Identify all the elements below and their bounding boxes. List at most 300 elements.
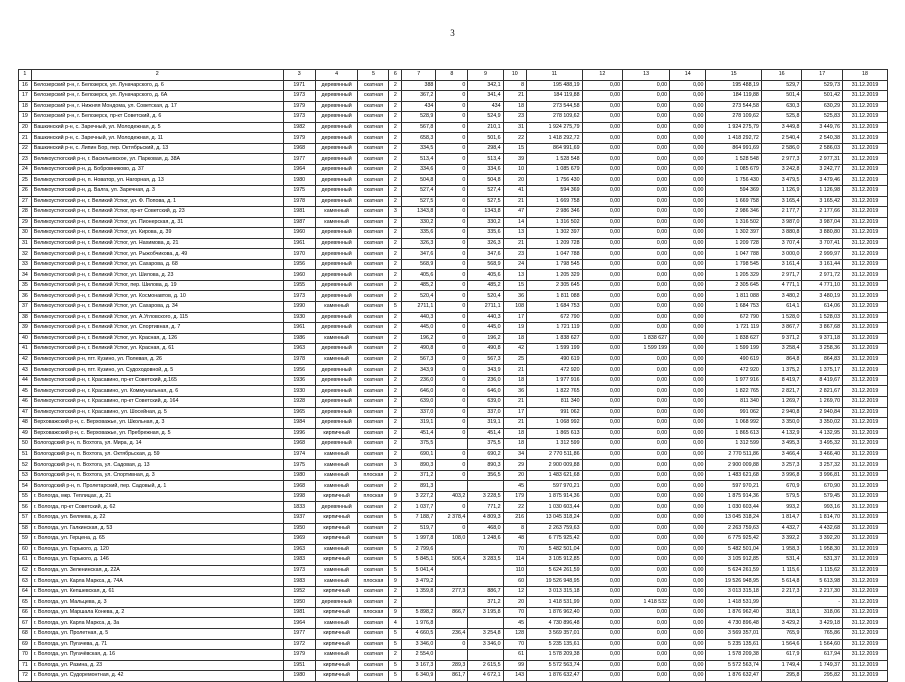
roof-type-cell: скатная xyxy=(358,418,389,429)
cost-fund-cell: 0,00 xyxy=(582,91,623,102)
max-unit-cost-cell: 3 161,44 xyxy=(802,259,843,270)
unit-cost-cell: 3 449,8 xyxy=(761,122,802,133)
column-number: 5 xyxy=(358,70,389,81)
roof-type-cell: скатная xyxy=(358,143,389,154)
residents-cell: 14 xyxy=(503,217,526,228)
max-unit-cost-cell: 525,83 xyxy=(802,112,843,123)
roof-type-cell: скатная xyxy=(358,228,389,239)
unit-cost-cell: 3 257,3 xyxy=(761,460,802,471)
max-unit-cost-cell: 1 269,70 xyxy=(802,396,843,407)
unit-cost-cell: 3 161,4 xyxy=(761,259,802,270)
nonresidential-area-cell xyxy=(436,565,468,576)
completion-date-cell: 31.12.2019 xyxy=(843,228,888,239)
residential-area-cell: 3 228,5 xyxy=(468,491,503,502)
cost-fund-cell: 0,00 xyxy=(582,386,623,397)
table-row xyxy=(19,396,888,407)
total-cost-cell: 195 488,19 xyxy=(527,80,583,91)
unit-cost-cell: 1 375,2 xyxy=(761,365,802,376)
completion-date-cell: 31.12.2019 xyxy=(843,249,888,260)
cost-total-cell: 5 624 261,59 xyxy=(706,565,762,576)
address-cell: Вашкинский р-н, с. Заречный, ул. Молодежная, д. 11 xyxy=(31,133,283,144)
table-row xyxy=(19,143,888,154)
cost-fund-cell: 0,00 xyxy=(582,439,623,450)
total-area-cell: 3 346,0 xyxy=(402,639,436,650)
year-built-cell: 1979 xyxy=(283,650,315,661)
max-unit-cost-cell: 8 419,67 xyxy=(802,375,843,386)
unit-cost-cell: 318,1 xyxy=(761,607,802,618)
roof-type-cell: скатная xyxy=(358,207,389,218)
residents-cell: 45 xyxy=(503,618,526,629)
completion-date-cell: 31.12.2019 xyxy=(843,660,888,671)
address-cell: Белозерский р-н, г. Нижняя Мондома, ул. Советская, д. 17 xyxy=(31,101,283,112)
row-number-cell: 35 xyxy=(19,280,32,291)
floors-cell: 2 xyxy=(389,375,402,386)
roof-type-cell: скатная xyxy=(358,512,389,523)
total-cost-cell: 1 312 599 xyxy=(527,439,583,450)
unit-cost-cell: 1 126,9 xyxy=(761,186,802,197)
max-unit-cost-cell: 3 449,76 xyxy=(802,122,843,133)
unit-cost-cell: 2 940,8 xyxy=(761,407,802,418)
wall-material-cell: каменный xyxy=(315,333,358,344)
roof-type-cell: скатная xyxy=(358,375,389,386)
floors-cell: 2 xyxy=(389,418,402,429)
floors-cell: 2 xyxy=(389,470,402,481)
cost-owners-cell: 0,00 xyxy=(670,249,706,260)
unit-cost-cell: 1 958,3 xyxy=(761,544,802,555)
floors-cell: 2 xyxy=(389,80,402,91)
max-unit-cost-cell: 1 115,62 xyxy=(802,565,843,576)
roof-type-cell: скатная xyxy=(358,481,389,492)
total-cost-cell: 991 062 xyxy=(527,407,583,418)
residential-area-cell: 3 254,8 xyxy=(468,628,503,639)
cost-budget-cell: 0,00 xyxy=(623,249,670,260)
address-cell: Вологодский р-н, п. Вохтога, ул. Мира, д. 14 xyxy=(31,439,283,450)
total-area-cell: 367,2 xyxy=(402,91,436,102)
unit-cost-cell: 531,4 xyxy=(761,555,802,566)
wall-material-cell: кирпичный xyxy=(315,523,358,534)
roof-type-cell: скатная xyxy=(358,333,389,344)
year-built-cell: 1963 xyxy=(283,544,315,555)
cost-fund-cell: 0,00 xyxy=(582,618,623,629)
cost-budget-cell: 0,00 xyxy=(623,312,670,323)
max-unit-cost-cell: 3 480,19 xyxy=(802,291,843,302)
residents-cell: 60 xyxy=(503,576,526,587)
roof-type-cell: скатная xyxy=(358,460,389,471)
cost-budget-cell: 0,00 xyxy=(623,407,670,418)
row-number-cell: 48 xyxy=(19,418,32,429)
cost-budget-cell: 0,00 xyxy=(623,460,670,471)
unit-cost-cell: 3 000,0 xyxy=(761,249,802,260)
cost-total-cell: 1 838 627 xyxy=(706,333,762,344)
cost-total-cell: 2 263 759,63 xyxy=(706,523,762,534)
table-row xyxy=(19,576,888,587)
max-unit-cost-cell: 864,83 xyxy=(802,354,843,365)
residents-cell: 29 xyxy=(503,460,526,471)
column-number: 10 xyxy=(503,70,526,81)
floors-cell: 2 xyxy=(389,196,402,207)
roof-type-cell: скатная xyxy=(358,154,389,165)
roof-type-cell: скатная xyxy=(358,449,389,460)
wall-material-cell: деревянный xyxy=(315,249,358,260)
residents-cell: 216 xyxy=(503,512,526,523)
cost-fund-cell: 0,00 xyxy=(582,238,623,249)
total-cost-cell: 3 013 315,18 xyxy=(527,586,583,597)
cost-total-cell: 1 312 599 xyxy=(706,439,762,450)
table-row xyxy=(19,344,888,355)
address-cell: Верховажский р-н, с. Верховажье, ул. Школьная, д. 3 xyxy=(31,418,283,429)
total-area-cell: 236,0 xyxy=(402,375,436,386)
completion-date-cell: 31.12.2019 xyxy=(843,101,888,112)
nonresidential-area-cell: 0 xyxy=(436,354,468,365)
residential-area-cell: 527,4 xyxy=(468,186,503,197)
total-area-cell: 567,8 xyxy=(402,122,436,133)
year-built-cell: 1981 xyxy=(283,607,315,618)
cost-fund-cell: 0,00 xyxy=(582,228,623,239)
row-number-cell: 19 xyxy=(19,112,32,123)
cost-fund-cell: 0,00 xyxy=(582,491,623,502)
completion-date-cell: 31.12.2019 xyxy=(843,175,888,186)
cost-owners-cell: 0,00 xyxy=(670,291,706,302)
unit-cost-cell: 993,2 xyxy=(761,502,802,513)
year-built-cell: 1978 xyxy=(283,354,315,365)
column-number: 7 xyxy=(402,70,436,81)
cost-budget-cell: 0,00 xyxy=(623,217,670,228)
wall-material-cell: каменный xyxy=(315,576,358,587)
table-row xyxy=(19,523,888,534)
nonresidential-area-cell: 0 xyxy=(436,154,468,165)
completion-date-cell: 31.12.2019 xyxy=(843,639,888,650)
floors-cell: 4 xyxy=(389,618,402,629)
table-row xyxy=(19,418,888,429)
address-cell: Великоустюгский р-н, г. Великий Устюг, ул. Красная, д. 126 xyxy=(31,333,283,344)
nonresidential-area-cell: 0 xyxy=(436,91,468,102)
roof-type-cell: скатная xyxy=(358,270,389,281)
floors-cell: 2 xyxy=(389,396,402,407)
row-number-cell: 43 xyxy=(19,365,32,376)
cost-owners-cell: 0,00 xyxy=(670,491,706,502)
total-area-cell: 343,9 xyxy=(402,365,436,376)
completion-date-cell: 31.12.2019 xyxy=(843,365,888,376)
completion-date-cell: 31.12.2019 xyxy=(843,375,888,386)
address-cell: Великоустюгский р-н, г. Великий Устюг, ул. Сахарова, д. 34 xyxy=(31,302,283,313)
nonresidential-area-cell: 0 xyxy=(436,344,468,355)
total-cost-cell: 5 572 563,74 xyxy=(527,660,583,671)
residents-cell: 20 xyxy=(503,597,526,608)
table-row xyxy=(19,607,888,618)
total-area-cell: 405,6 xyxy=(402,270,436,281)
row-number-cell: 31 xyxy=(19,238,32,249)
cost-total-cell: 19 526 948,95 xyxy=(706,576,762,587)
max-unit-cost-cell: 3 242,77 xyxy=(802,164,843,175)
residential-area-cell: 4 672,1 xyxy=(468,671,503,682)
residents-cell: 34 xyxy=(503,449,526,460)
cost-budget-cell: 1 838 627 xyxy=(623,333,670,344)
cost-fund-cell: 0,00 xyxy=(582,544,623,555)
cost-budget-cell: 0,00 xyxy=(623,607,670,618)
total-area-cell: 1 359,8 xyxy=(402,586,436,597)
year-built-cell: 1963 xyxy=(283,344,315,355)
cost-total-cell: 594 369 xyxy=(706,186,762,197)
cost-budget-cell: 0,00 xyxy=(623,323,670,334)
cost-budget-cell: 0,00 xyxy=(623,280,670,291)
year-built-cell: 1980 xyxy=(283,671,315,682)
floors-cell: 2 xyxy=(389,650,402,661)
roof-type-cell: скатная xyxy=(358,386,389,397)
row-number-cell: 18 xyxy=(19,101,32,112)
nonresidential-area-cell: 0 xyxy=(436,122,468,133)
wall-material-cell: каменный xyxy=(315,449,358,460)
wall-material-cell: деревянный xyxy=(315,91,358,102)
roof-type-cell: плоская xyxy=(358,470,389,481)
cost-total-cell: 1 876 632,47 xyxy=(706,671,762,682)
row-number-cell: 56 xyxy=(19,502,32,513)
residents-cell: 8 xyxy=(503,523,526,534)
row-number-cell: 20 xyxy=(19,122,32,133)
cost-total-cell: 1 205 329 xyxy=(706,270,762,281)
cost-fund-cell: 0,00 xyxy=(582,639,623,650)
floors-cell: 2 xyxy=(389,428,402,439)
cost-owners-cell: 0,00 xyxy=(670,449,706,460)
cost-owners-cell: 0,00 xyxy=(670,175,706,186)
residential-area-cell: 330,2 xyxy=(468,217,503,228)
completion-date-cell: 31.12.2019 xyxy=(843,186,888,197)
address-cell: г. Вологда, ул. Маршала Конева, д. 2 xyxy=(31,607,283,618)
address-cell: Вологодский р-н, п. Вохтога, ул. Спортивная, д. 3 xyxy=(31,470,283,481)
row-number-cell: 69 xyxy=(19,639,32,650)
year-built-cell: 1987 xyxy=(283,217,315,228)
floors-cell: 2 xyxy=(389,586,402,597)
residents-cell: 48 xyxy=(503,534,526,545)
completion-date-cell: 31.12.2019 xyxy=(843,396,888,407)
year-built-cell: 1964 xyxy=(283,164,315,175)
cost-total-cell: 472 920 xyxy=(706,365,762,376)
residents-cell: 22 xyxy=(503,502,526,513)
nonresidential-area-cell: 2 378,4 xyxy=(436,512,468,523)
roof-type-cell: скатная xyxy=(358,586,389,597)
table-row xyxy=(19,249,888,260)
total-cost-cell: 1 684 753 xyxy=(527,302,583,313)
cost-owners-cell: 0,00 xyxy=(670,375,706,386)
cost-fund-cell: 0,00 xyxy=(582,628,623,639)
cost-total-cell: 1 047 788 xyxy=(706,249,762,260)
total-area-cell: 334,6 xyxy=(402,164,436,175)
roof-type-cell: скатная xyxy=(358,175,389,186)
completion-date-cell: 31.12.2019 xyxy=(843,418,888,429)
total-area-cell: 5 041,4 xyxy=(402,565,436,576)
cost-fund-cell: 0,00 xyxy=(582,312,623,323)
nonresidential-area-cell: 0 xyxy=(436,365,468,376)
cost-fund-cell: 0,00 xyxy=(582,607,623,618)
address-cell: г. Вологда, ул. Пугачева, д. 71 xyxy=(31,639,283,650)
table-row xyxy=(19,586,888,597)
cost-owners-cell: 0,00 xyxy=(670,323,706,334)
completion-date-cell: 31.12.2019 xyxy=(843,607,888,618)
total-area-cell: 527,4 xyxy=(402,186,436,197)
cost-fund-cell: 0,00 xyxy=(582,449,623,460)
cost-budget-cell: 0,00 xyxy=(623,481,670,492)
floors-cell: 2 xyxy=(389,312,402,323)
floors-cell: 2 xyxy=(389,439,402,450)
year-built-cell: 1980 xyxy=(283,175,315,186)
floors-cell: 2 xyxy=(389,597,402,608)
column-number: 13 xyxy=(623,70,670,81)
row-number-cell: 29 xyxy=(19,217,32,228)
wall-material-cell: кирпичный xyxy=(315,607,358,618)
total-area-cell: 519,7 xyxy=(402,523,436,534)
residential-area-cell: 513,4 xyxy=(468,154,503,165)
row-number-cell: 33 xyxy=(19,259,32,270)
unit-cost-cell: 3 480,2 xyxy=(761,291,802,302)
floors-cell: 2 xyxy=(389,333,402,344)
total-area-cell: 347,6 xyxy=(402,249,436,260)
table-row xyxy=(19,660,888,671)
address-cell: Великоустюгский р-н, г. Великий Устюг, ул. Пионерская, д. 31 xyxy=(31,217,283,228)
completion-date-cell: 31.12.2019 xyxy=(843,122,888,133)
total-area-cell: 2 554,0 xyxy=(402,650,436,661)
cost-total-cell: 2 900 009,88 xyxy=(706,460,762,471)
total-cost-cell: 594 369 xyxy=(527,186,583,197)
cost-total-cell: 1 811 088 xyxy=(706,291,762,302)
year-built-cell: 1979 xyxy=(283,133,315,144)
completion-date-cell: 31.12.2019 xyxy=(843,586,888,597)
cost-total-cell: 1 068 992 xyxy=(706,418,762,429)
table-row xyxy=(19,365,888,376)
column-number: 11 xyxy=(527,70,583,81)
residents-cell: 18 xyxy=(503,428,526,439)
total-area-cell: 4 660,5 xyxy=(402,628,436,639)
page-number: 3 xyxy=(450,28,455,38)
wall-material-cell: деревянный xyxy=(315,186,358,197)
cost-owners-cell: 0,00 xyxy=(670,576,706,587)
nonresidential-area-cell: 0 xyxy=(436,238,468,249)
total-cost-cell: 13 045 318,24 xyxy=(527,512,583,523)
nonresidential-area-cell: 289,3 xyxy=(436,660,468,671)
cost-budget-cell: 0,00 xyxy=(623,365,670,376)
nonresidential-area-cell: 236,4 xyxy=(436,628,468,639)
address-cell: Вашкинский р-н, с. Заречный, ул. Молодежная, д. 5 xyxy=(31,122,283,133)
max-unit-cost-cell: 529,73 xyxy=(802,80,843,91)
residential-area-cell: 451,4 xyxy=(468,428,503,439)
cost-owners-cell: 0,00 xyxy=(670,259,706,270)
total-cost-cell: 1 811 088 xyxy=(527,291,583,302)
cost-fund-cell: 0,00 xyxy=(582,407,623,418)
unit-cost-cell xyxy=(761,597,802,608)
residential-area-cell: 771,2 xyxy=(468,502,503,513)
address-cell: Великоустюгский р-н, г. Великий Устюг, ул. Космонавтов, д. 10 xyxy=(31,291,283,302)
floors-cell: 2 xyxy=(389,228,402,239)
roof-type-cell: скатная xyxy=(358,112,389,123)
roof-type-cell: скатная xyxy=(358,544,389,555)
residents-cell: 179 xyxy=(503,491,526,502)
row-number-cell: 57 xyxy=(19,512,32,523)
cost-owners-cell: 0,00 xyxy=(670,154,706,165)
residents-cell: 41 xyxy=(503,186,526,197)
max-unit-cost-cell: 3 707,41 xyxy=(802,238,843,249)
unit-cost-cell: 3 495,3 xyxy=(761,439,802,450)
table-row xyxy=(19,270,888,281)
cost-total-cell: 273 544,58 xyxy=(706,101,762,112)
unit-cost-cell: 3 258,4 xyxy=(761,344,802,355)
nonresidential-area-cell: 0 xyxy=(436,312,468,323)
max-unit-cost-cell: 3 258,36 xyxy=(802,344,843,355)
cost-fund-cell: 0,00 xyxy=(582,323,623,334)
completion-date-cell: 31.12.2019 xyxy=(843,439,888,450)
cost-total-cell: 1 684 753 xyxy=(706,302,762,313)
residential-area-cell: 2711,1 xyxy=(468,302,503,313)
cost-total-cell: 278 109,62 xyxy=(706,112,762,123)
nonresidential-area-cell: 0 xyxy=(436,133,468,144)
roof-type-cell: скатная xyxy=(358,122,389,133)
max-unit-cost-cell: 3 867,68 xyxy=(802,323,843,334)
cost-budget-cell: 1 418 532 xyxy=(623,597,670,608)
max-unit-cost-cell: 2 821,67 xyxy=(802,386,843,397)
total-area-cell: 2711,1 xyxy=(402,302,436,313)
row-number-cell: 63 xyxy=(19,576,32,587)
floors-cell: 5 xyxy=(389,302,402,313)
cost-fund-cell: 0,00 xyxy=(582,344,623,355)
address-cell: г. Вологда, ул. Пролетная, д. 5 xyxy=(31,628,283,639)
roof-type-cell: скатная xyxy=(358,660,389,671)
unit-cost-cell: 3 479,5 xyxy=(761,175,802,186)
cost-budget-cell: 0,00 xyxy=(623,91,670,102)
floors-cell: 2 xyxy=(389,386,402,397)
max-unit-cost-cell: 3 350,02 xyxy=(802,418,843,429)
completion-date-cell: 31.12.2019 xyxy=(843,470,888,481)
address-cell: г. Вологда, ул. Карла Маркса, д. 3а xyxy=(31,618,283,629)
cost-budget-cell: 0,00 xyxy=(623,291,670,302)
total-area-cell: 335,6 xyxy=(402,228,436,239)
table-row xyxy=(19,618,888,629)
roof-type-cell: скатная xyxy=(358,523,389,534)
cost-total-cell: 1 876 962,40 xyxy=(706,607,762,618)
max-unit-cost-cell: 1 564,60 xyxy=(802,639,843,650)
year-built-cell: 1973 xyxy=(283,91,315,102)
wall-material-cell: деревянный xyxy=(315,133,358,144)
cost-fund-cell: 0,00 xyxy=(582,217,623,228)
residential-area-cell: 210,1 xyxy=(468,122,503,133)
residential-area-cell: 356,5 xyxy=(468,470,503,481)
residents-cell: 36 xyxy=(503,291,526,302)
cost-total-cell: 1 822 765 xyxy=(706,386,762,397)
row-number-cell: 66 xyxy=(19,607,32,618)
completion-date-cell: 31.12.2019 xyxy=(843,628,888,639)
cost-budget-cell: 0,00 xyxy=(623,470,670,481)
max-unit-cost-cell: 614,06 xyxy=(802,302,843,313)
cost-budget-cell: 0,00 xyxy=(623,386,670,397)
total-cost-cell: 1 875 914,36 xyxy=(527,491,583,502)
total-area-cell: 440,3 xyxy=(402,312,436,323)
address-cell: Великоустюгский р-н, пгт. Кузино, ул. Судоходовной, д. 5 xyxy=(31,365,283,376)
unit-cost-cell: 2 177,7 xyxy=(761,207,802,218)
nonresidential-area-cell xyxy=(436,576,468,587)
cost-owners-cell: 0,00 xyxy=(670,143,706,154)
nonresidential-area-cell xyxy=(436,544,468,555)
table-row xyxy=(19,449,888,460)
total-area-cell: 690,1 xyxy=(402,449,436,460)
unit-cost-cell: 529,7 xyxy=(761,80,802,91)
total-area-cell: 319,1 xyxy=(402,418,436,429)
residents-cell: 99 xyxy=(503,660,526,671)
wall-material-cell: каменный xyxy=(315,481,358,492)
cost-total-cell: 4 730 896,48 xyxy=(706,618,762,629)
cost-total-cell: 2 305 645 xyxy=(706,280,762,291)
table-row xyxy=(19,544,888,555)
max-unit-cost-cell: - xyxy=(802,597,843,608)
wall-material-cell: каменный xyxy=(315,470,358,481)
row-number-cell: 23 xyxy=(19,154,32,165)
total-cost-cell: 2 900 009,88 xyxy=(527,460,583,471)
row-number-cell: 37 xyxy=(19,302,32,313)
